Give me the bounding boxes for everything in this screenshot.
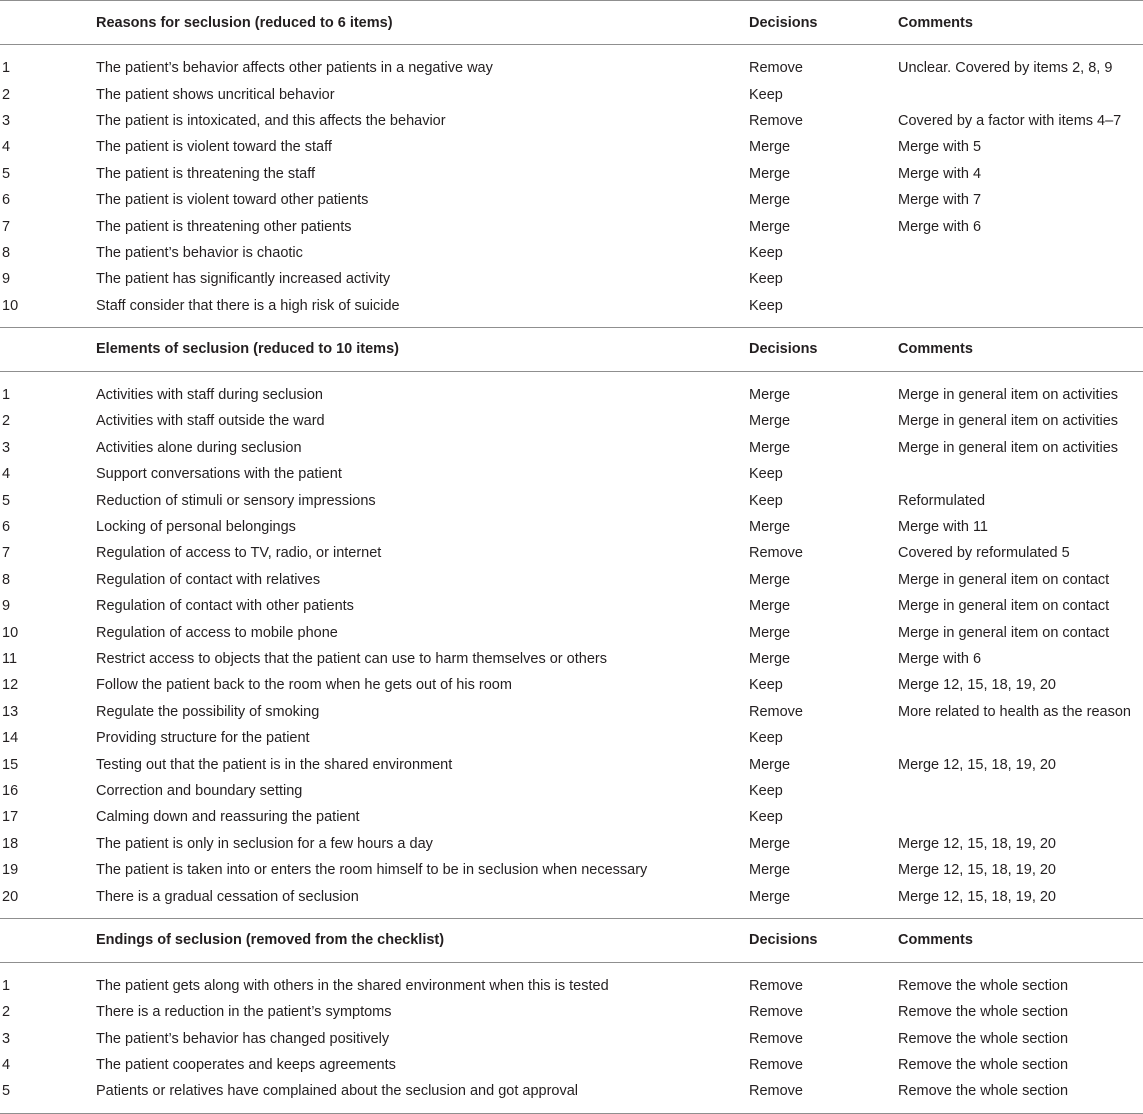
item-text: The patient is violent toward the staff xyxy=(96,139,332,156)
table-row xyxy=(0,134,1143,160)
comment-cell: Merge in general item on activities xyxy=(898,439,1119,456)
decisions-column-header: Decisions xyxy=(749,1,898,45)
table-row xyxy=(0,778,1143,804)
item-text: The patient is threatening the staff xyxy=(96,165,315,182)
comment-cell: Merge in general item on contact xyxy=(898,624,1110,641)
spacer-cell xyxy=(0,962,1143,973)
comments-column-header: Comments xyxy=(898,327,1143,371)
section-title: Reasons for seclusion (reduced to 6 items) xyxy=(96,1,749,45)
decision-cell: Keep xyxy=(749,809,783,826)
decision-cell: Remove xyxy=(749,60,803,77)
table-row xyxy=(0,751,1143,777)
item-number: 10 xyxy=(2,297,19,314)
decision-cell: Merge xyxy=(749,835,791,852)
decision-cell: Merge xyxy=(749,598,791,615)
comment-cell: Merge 12, 15, 18, 19, 20 xyxy=(898,835,1056,852)
comment-cell xyxy=(898,240,1143,266)
item-number: 6 xyxy=(2,192,11,209)
table-row xyxy=(0,619,1143,645)
item-text: Testing out that the patient is in the shared environment xyxy=(96,756,453,773)
comments-column-header: Comments xyxy=(898,918,1143,962)
table-row xyxy=(0,1026,1143,1052)
table-row xyxy=(0,672,1143,698)
decision-cell: Merge xyxy=(749,192,791,209)
item-number: 7 xyxy=(2,545,11,562)
item-number: 18 xyxy=(2,835,19,852)
item-number: 1 xyxy=(2,60,11,77)
decision-cell: Merge xyxy=(749,218,791,235)
comment-cell: Merge 12, 15, 18, 19, 20 xyxy=(898,862,1056,879)
table-row xyxy=(0,999,1143,1025)
item-number: 16 xyxy=(2,782,19,799)
comment-cell xyxy=(898,778,1143,804)
item-text: There is a reduction in the patient’s symptoms xyxy=(96,1004,392,1021)
table-row xyxy=(0,108,1143,134)
table-row xyxy=(0,540,1143,566)
spacer-cell xyxy=(0,371,1143,382)
comment-cell: Merge with 11 xyxy=(898,519,988,536)
spacer-cell xyxy=(0,45,1143,56)
decision-cell: Merge xyxy=(749,165,791,182)
item-text: The patient is threatening other patients xyxy=(96,218,352,235)
decision-cell: Keep xyxy=(749,297,783,314)
section-header xyxy=(0,918,1143,962)
section-spacer xyxy=(0,962,1143,973)
section-spacer xyxy=(0,45,1143,56)
item-number: 10 xyxy=(2,624,19,641)
decision-cell: Remove xyxy=(749,1057,803,1074)
table-row xyxy=(0,725,1143,751)
comment-cell: Remove the whole section xyxy=(898,1004,1069,1021)
table-row xyxy=(0,461,1143,487)
decision-cell: Remove xyxy=(749,977,803,994)
spacer-cell xyxy=(0,319,1143,328)
item-text: Restrict access to objects that the patient can use to harm themselves or others xyxy=(96,651,607,667)
table-row xyxy=(0,187,1143,213)
decision-cell: Keep xyxy=(749,492,783,509)
table-row xyxy=(0,1078,1143,1104)
item-text: Activities with staff outside the ward xyxy=(96,413,325,430)
decision-cell: Merge xyxy=(749,413,791,430)
decisions-column-header: Decisions xyxy=(749,918,898,962)
table-row xyxy=(0,266,1143,292)
item-text: Regulation of access to TV, radio, or internet xyxy=(96,545,382,562)
comments-column-header: Comments xyxy=(898,1,1143,45)
item-text: The patient gets along with others in the shared environment when this is tested xyxy=(96,977,609,994)
item-number: 3 xyxy=(2,439,11,456)
item-number: 4 xyxy=(2,466,11,483)
item-number: 2 xyxy=(2,86,11,103)
table-row xyxy=(0,699,1143,725)
table-row xyxy=(0,55,1143,81)
item-text: The patient has significantly increased activity xyxy=(96,271,391,288)
comment-cell: Merge 12, 15, 18, 19, 20 xyxy=(898,888,1056,905)
item-number: 8 xyxy=(2,571,11,588)
section-header-spacer xyxy=(0,918,96,962)
decision-cell: Merge xyxy=(749,571,791,588)
item-text: Regulation of access to mobile phone xyxy=(96,624,338,641)
item-number: 2 xyxy=(2,1004,11,1021)
item-text: The patient is taken into or enters the room himself to be in seclusion when necessary xyxy=(96,862,648,879)
section-spacer xyxy=(0,319,1143,328)
decision-cell: Merge xyxy=(749,519,791,536)
decision-cell: Merge xyxy=(749,756,791,773)
comment-cell: Remove the whole section xyxy=(898,1083,1069,1100)
decision-cell: Merge xyxy=(749,439,791,456)
table-row xyxy=(0,293,1143,319)
item-text: The patient is intoxicated, and this affects the behavior xyxy=(96,112,446,129)
comment-cell: Merge with 6 xyxy=(898,651,982,667)
table-row xyxy=(0,213,1143,239)
comment-cell xyxy=(898,804,1143,830)
comment-cell: Reformulated xyxy=(898,492,986,509)
item-number: 20 xyxy=(2,888,19,905)
item-number: 4 xyxy=(2,1057,11,1074)
item-text: The patient’s behavior is chaotic xyxy=(96,244,303,261)
item-number: 3 xyxy=(2,1030,11,1047)
item-text: The patient’s behavior affects other patients in a negative way xyxy=(96,60,493,77)
item-text: Correction and boundary setting xyxy=(96,782,303,799)
item-number: 8 xyxy=(2,244,11,261)
item-text: The patient is only in seclusion for a few hours a day xyxy=(96,835,433,852)
item-number: 2 xyxy=(2,413,11,430)
item-text: Support conversations with the patient xyxy=(96,466,342,483)
comment-cell: Merge with 6 xyxy=(898,218,982,235)
decision-cell: Merge xyxy=(749,387,791,404)
table-row xyxy=(0,81,1143,107)
item-text: Staff consider that there is a high risk of suicide xyxy=(96,297,400,314)
comment-cell: Unclear. Covered by items 2, 8, 9 xyxy=(898,60,1113,77)
item-number: 5 xyxy=(2,1083,11,1100)
item-number: 13 xyxy=(2,703,19,720)
decision-cell: Keep xyxy=(749,782,783,799)
item-number: 4 xyxy=(2,139,11,156)
section-spacer xyxy=(0,371,1143,382)
decision-cell: Keep xyxy=(749,271,783,288)
spacer-cell xyxy=(0,1105,1143,1114)
comment-cell: Merge with 5 xyxy=(898,139,982,156)
comment-cell: Remove the whole section xyxy=(898,977,1069,994)
comment-cell: Covered by a factor with items 4–7 xyxy=(898,112,1122,129)
section-title: Endings of seclusion (removed from the checklist) xyxy=(96,918,749,962)
table-row xyxy=(0,831,1143,857)
comment-cell: Merge with 7 xyxy=(898,192,982,209)
comment-cell: More related to health as the reason xyxy=(898,703,1131,720)
item-number: 14 xyxy=(2,730,19,747)
decision-cell: Merge xyxy=(749,888,791,905)
item-number: 1 xyxy=(2,977,11,994)
item-number: 5 xyxy=(2,165,11,182)
section-title: Elements of seclusion (reduced to 10 items) xyxy=(96,327,749,371)
item-number: 7 xyxy=(2,218,11,235)
item-text: Regulate the possibility of smoking xyxy=(96,703,320,720)
decision-cell: Remove xyxy=(749,703,803,720)
decision-cell: Merge xyxy=(749,862,791,879)
item-text: Regulation of contact with relatives xyxy=(96,571,321,588)
decision-cell: Keep xyxy=(749,677,783,694)
decision-cell: Merge xyxy=(749,624,791,641)
section-header xyxy=(0,327,1143,371)
comment-cell: Covered by reformulated 5 xyxy=(898,545,1070,562)
item-number: 15 xyxy=(2,756,19,773)
section-header-spacer xyxy=(0,1,96,45)
table-row xyxy=(0,857,1143,883)
table-row xyxy=(0,435,1143,461)
table-row xyxy=(0,973,1143,999)
item-text: Regulation of contact with other patients xyxy=(96,598,354,615)
item-text: The patient’s behavior has changed positively xyxy=(96,1030,390,1047)
table-row xyxy=(0,1052,1143,1078)
item-number: 5 xyxy=(2,492,11,509)
item-text: Patients or relatives have complained about the seclusion and got approval xyxy=(96,1083,579,1100)
comment-cell xyxy=(898,266,1143,292)
comment-cell: Merge with 4 xyxy=(898,165,982,182)
table-row xyxy=(0,646,1143,672)
item-number: 17 xyxy=(2,809,19,826)
comment-cell: Remove the whole section xyxy=(898,1030,1069,1047)
table-row xyxy=(0,883,1143,909)
item-text: Follow the patient back to the room when he gets out of his room xyxy=(96,677,512,694)
table-row xyxy=(0,487,1143,513)
comment-cell: Merge in general item on activities xyxy=(898,387,1119,404)
item-number: 6 xyxy=(2,519,11,536)
section-header xyxy=(0,1,1143,45)
comment-cell: Merge in general item on activities xyxy=(898,413,1119,430)
comment-cell: Merge in general item on contact xyxy=(898,598,1110,615)
table-bottom-rule xyxy=(0,1105,1143,1114)
item-text: Calming down and reassuring the patient xyxy=(96,809,360,826)
section-header-spacer xyxy=(0,327,96,371)
item-text: Providing structure for the patient xyxy=(96,730,310,747)
item-number: 3 xyxy=(2,112,11,129)
comment-cell xyxy=(898,461,1143,487)
item-number: 11 xyxy=(2,651,18,667)
table-row xyxy=(0,514,1143,540)
comment-cell xyxy=(898,81,1143,107)
decision-cell: Remove xyxy=(749,1083,803,1100)
item-number: 1 xyxy=(2,387,11,404)
item-number: 9 xyxy=(2,598,11,615)
comment-cell: Merge in general item on contact xyxy=(898,571,1110,588)
item-text: The patient shows uncritical behavior xyxy=(96,86,335,103)
item-number: 12 xyxy=(2,677,19,694)
table-row xyxy=(0,382,1143,408)
decision-cell: Merge xyxy=(749,651,791,667)
item-text: Activities with staff during seclusion xyxy=(96,387,324,404)
table-row xyxy=(0,804,1143,830)
decision-cell: Remove xyxy=(749,1004,803,1021)
table-row xyxy=(0,408,1143,434)
item-text: Activities alone during seclusion xyxy=(96,439,302,456)
comment-cell: Remove the whole section xyxy=(898,1057,1069,1074)
item-text: The patient cooperates and keeps agreements xyxy=(96,1057,396,1074)
decision-cell: Keep xyxy=(749,466,783,483)
item-number: 9 xyxy=(2,271,11,288)
item-text: Reduction of stimuli or sensory impressions xyxy=(96,492,376,509)
item-number: 19 xyxy=(2,862,19,879)
decision-cell: Merge xyxy=(749,139,791,156)
table-row xyxy=(0,593,1143,619)
table-row xyxy=(0,161,1143,187)
decision-cell: Remove xyxy=(749,112,803,129)
comment-cell: Merge 12, 15, 18, 19, 20 xyxy=(898,677,1056,694)
table-row xyxy=(0,240,1143,266)
decisions-column-header: Decisions xyxy=(749,327,898,371)
comment-cell xyxy=(898,293,1143,319)
table-body xyxy=(0,1,1143,1114)
item-text: Locking of personal belongings xyxy=(96,519,296,536)
decision-cell: Keep xyxy=(749,730,783,747)
decision-cell: Remove xyxy=(749,545,803,562)
comment-cell xyxy=(898,725,1143,751)
item-text: The patient is violent toward other patients xyxy=(96,192,369,209)
comment-cell: Merge 12, 15, 18, 19, 20 xyxy=(898,756,1056,773)
table-row xyxy=(0,567,1143,593)
decision-cell: Remove xyxy=(749,1030,803,1047)
decision-cell: Keep xyxy=(749,86,783,103)
spacer-cell xyxy=(0,910,1143,919)
item-text: There is a gradual cessation of seclusion xyxy=(96,888,359,905)
decision-cell: Keep xyxy=(749,244,783,261)
section-spacer xyxy=(0,910,1143,919)
